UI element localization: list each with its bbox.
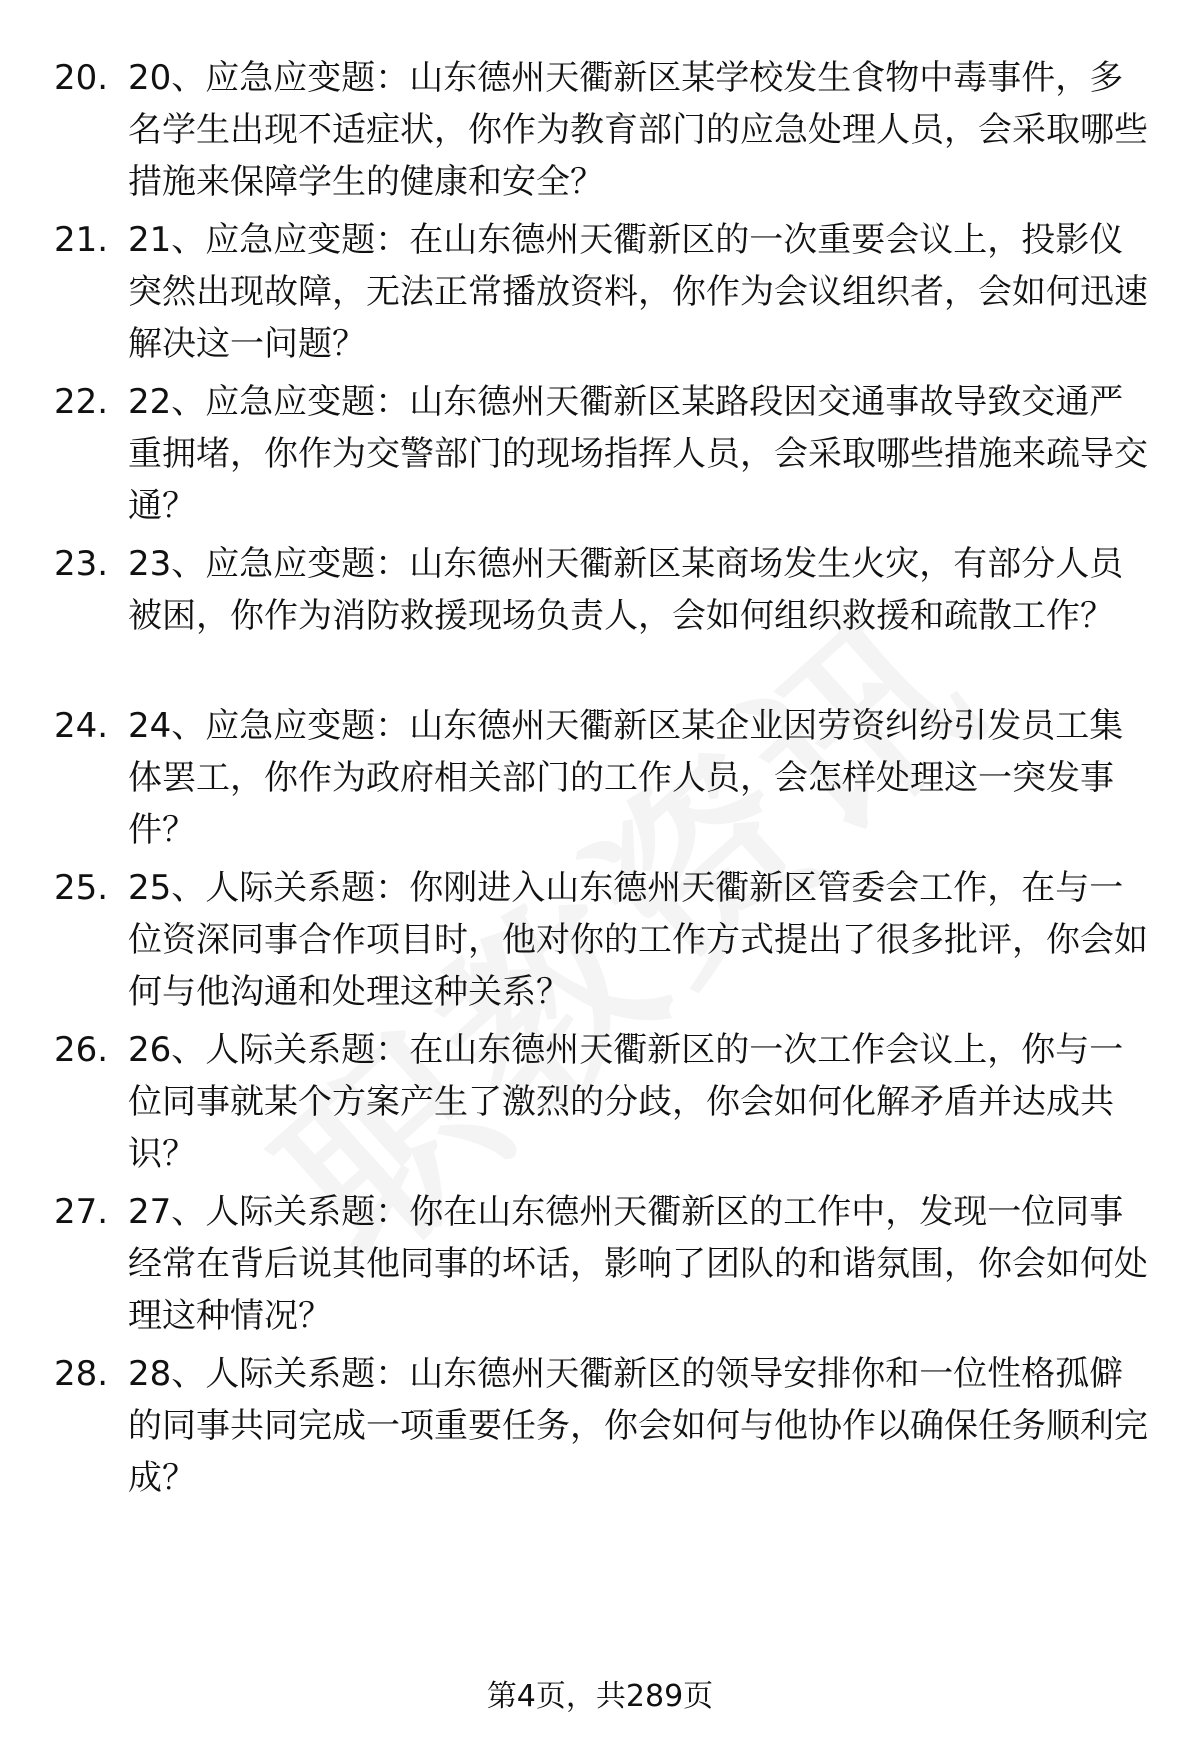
question-item-27: [0, 1186, 1200, 1356]
question-text: 25、人际关系题：你刚进入山东德州天衢新区管委会工作，在与一位资深同事合作项目时，他对你的工作方式提出了很多批评，你会如何与他沟通和处理这种关系？: [128, 868, 1148, 1012]
question-number: 23.: [54, 544, 109, 584]
question-text: 24、应急应变题：山东德州天衢新区某企业因劳资纠纷引发员工集体罢工，你作为政府相关部门的工作人员，会怎样处理这一突发事件？: [128, 706, 1124, 850]
question-number: 21.: [54, 220, 109, 260]
page-number: 第4页，共289页: [486, 1679, 714, 1714]
question-item-23: [0, 538, 1200, 708]
question-number: 24.: [54, 706, 109, 746]
question-number: 20.: [54, 58, 109, 98]
question-text: 26、人际关系题：在山东德州天衢新区的一次工作会议上，你与一位同事就某个方案产生了激烈的分歧，你会如何化解矛盾并达成共识？: [128, 1030, 1124, 1174]
question-number: 22.: [54, 382, 109, 422]
question-text: 22、应急应变题：山东德州天衢新区某路段因交通事故导致交通严重拥堵，你作为交警部门的现场指挥人员，会采取哪些措施来疏导交通？: [128, 382, 1148, 526]
question-item-20: [0, 52, 1200, 222]
question-text: 27、人际关系题：你在山东德州天衢新区的工作中，发现一位同事经常在背后说其他同事的坏话，影响了团队的和谐氛围，你会如何处理这种情况？: [128, 1192, 1148, 1336]
question-text: 21、应急应变题：在山东德州天衢新区的一次重要会议上，投影仪突然出现故障，无法正常播放资料，你作为会议组织者，会如何迅速解决这一问题？: [128, 220, 1148, 364]
question-text: 28、人际关系题：山东德州天衢新区的领导安排你和一位性格孤僻的同事共同完成一项重要任务，你会如何与他协作以确保任务顺利完成？: [128, 1354, 1148, 1498]
question-number: 28.: [54, 1354, 109, 1394]
question-item-25: [0, 862, 1200, 1032]
question-item-28: [0, 1348, 1200, 1518]
question-item-21: [0, 214, 1200, 384]
question-number: 26.: [54, 1030, 109, 1070]
question-text: 20、应急应变题：山东德州天衢新区某学校发生食物中毒事件，多名学生出现不适症状，你作为教育部门的应急处理人员，会采取哪些措施来保障学生的健康和安全？: [128, 58, 1148, 202]
question-item-24: [0, 700, 1200, 870]
question-text: 23、应急应变题：山东德州天衢新区某商场发生火灾，有部分人员被困，你作为消防救援现场负责人，会如何组织救援和疏散工作？: [128, 544, 1124, 636]
question-number: 25.: [54, 868, 109, 908]
question-item-26: [0, 1024, 1200, 1194]
page-footer: [0, 1677, 1200, 1717]
question-number: 27.: [54, 1192, 109, 1232]
question-item-22: [0, 376, 1200, 546]
